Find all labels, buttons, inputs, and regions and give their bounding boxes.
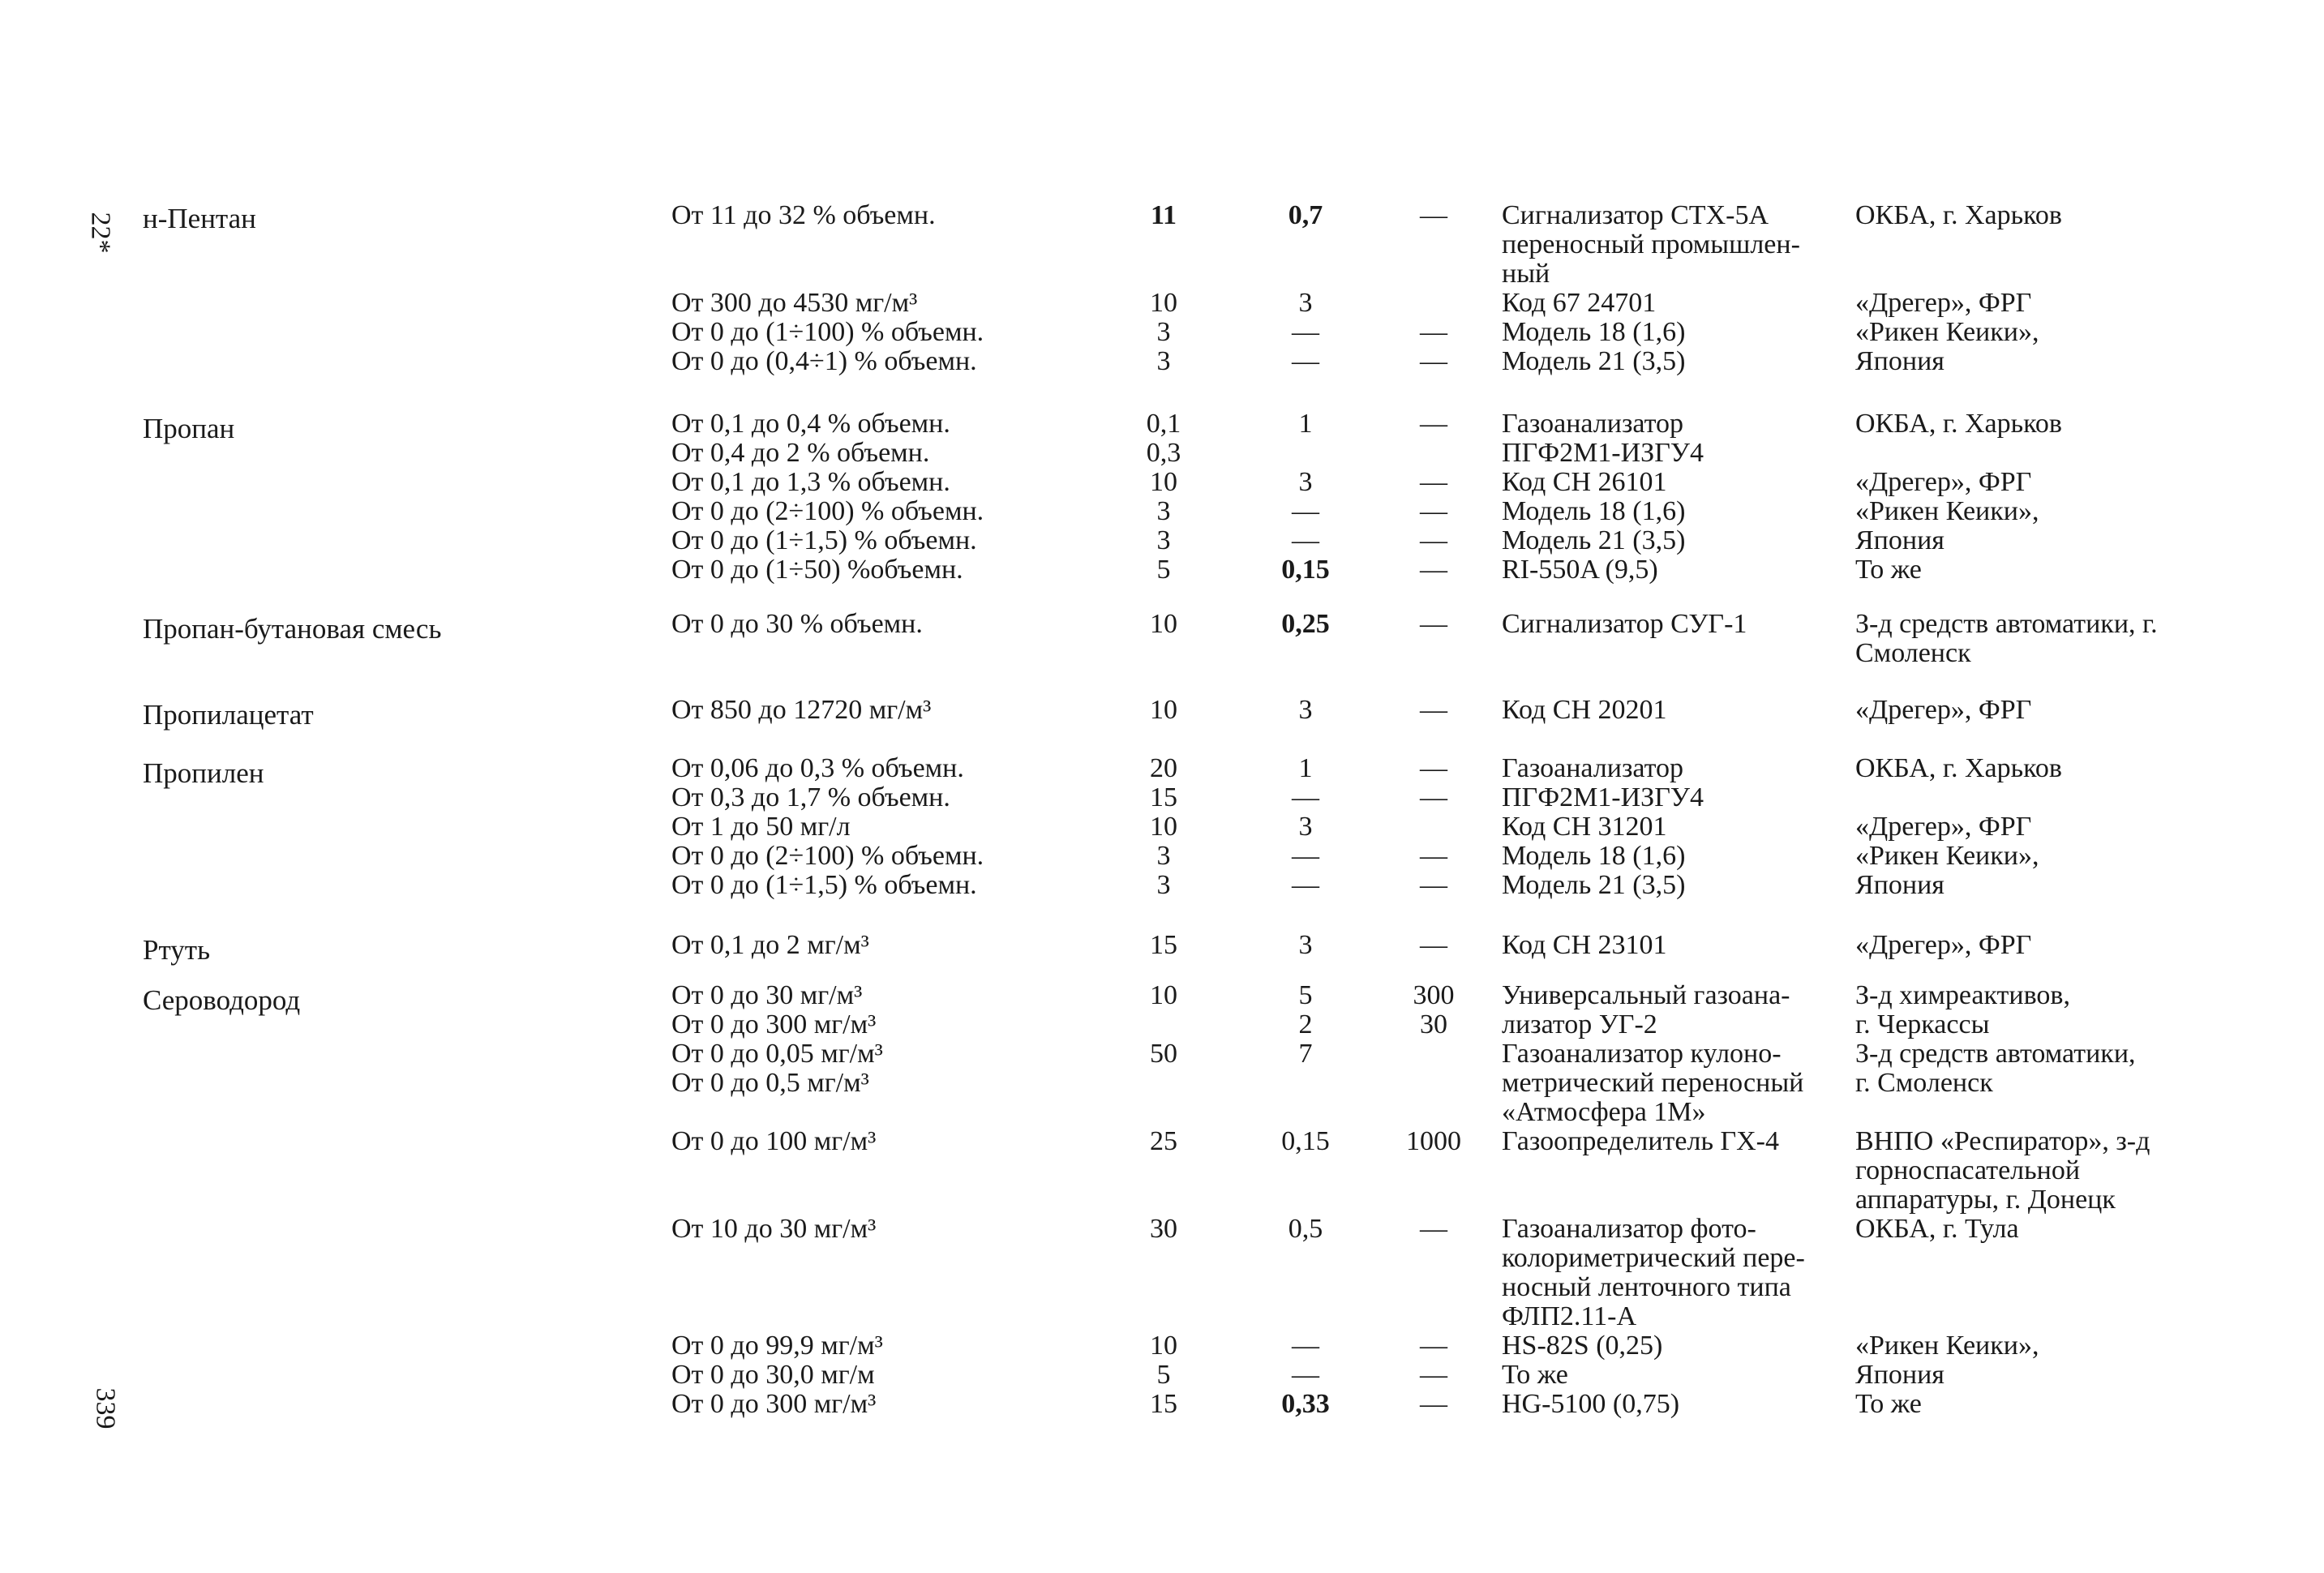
response-time-cell: 0,25 bbox=[1281, 609, 1330, 639]
manufacturer-cell: З-д средств автоматики, bbox=[1855, 1039, 2136, 1069]
response-time-cell: 7 bbox=[1298, 1039, 1313, 1069]
range-cell: От 0 до 300 мг/м³ bbox=[671, 1009, 877, 1039]
operation-time-cell: — bbox=[1420, 782, 1447, 812]
response-time-cell: 0,33 bbox=[1281, 1389, 1330, 1419]
device-cell: Универсальный газоана- bbox=[1502, 980, 1790, 1010]
response-time-cell: — bbox=[1292, 1360, 1319, 1390]
operation-time-cell: — bbox=[1420, 1360, 1447, 1390]
range-cell: От 1 до 50 мг/л bbox=[671, 812, 851, 842]
error-percent-cell: 10 bbox=[1150, 288, 1177, 318]
manufacturer-cell: З-д химреактивов, bbox=[1855, 980, 2070, 1010]
range-cell: От 0 до 30 % объемн. bbox=[671, 609, 923, 639]
device-cell: Газоанализатор bbox=[1502, 409, 1684, 439]
table-row bbox=[0, 696, 2324, 725]
device-cell: RI-550A (9,5) bbox=[1502, 555, 1658, 585]
substance-name: Пропан bbox=[143, 413, 235, 444]
operation-time-cell: — bbox=[1420, 1389, 1447, 1419]
response-time-cell: — bbox=[1292, 496, 1319, 526]
device-cell: HS-82S (0,25) bbox=[1502, 1331, 1663, 1361]
range-cell: От 0,1 до 1,3 % объемн. bbox=[671, 467, 950, 497]
operation-time-cell: — bbox=[1420, 525, 1447, 555]
error-percent-cell: 20 bbox=[1150, 753, 1177, 783]
manufacturer-cell: «Рикен Кеики», bbox=[1855, 1331, 2039, 1361]
manufacturer-cell: «Рикен Кеики», bbox=[1855, 496, 2039, 526]
table-row bbox=[0, 289, 2324, 318]
response-time-cell: — bbox=[1292, 346, 1319, 376]
range-cell: От 0,3 до 1,7 % объемн. bbox=[671, 782, 950, 812]
table-row bbox=[0, 754, 2324, 783]
page-number: 339 bbox=[90, 1387, 121, 1429]
error-percent-cell: 0,3 bbox=[1146, 438, 1181, 468]
error-percent-cell: 25 bbox=[1150, 1126, 1177, 1156]
device-cell: Модель 18 (1,6) bbox=[1502, 841, 1686, 871]
table-row bbox=[0, 783, 2324, 812]
operation-time-cell: — bbox=[1420, 695, 1447, 725]
substance-name: Ртуть bbox=[143, 934, 211, 966]
device-cell: ПГФ2М1-ИЗГУ4 bbox=[1502, 438, 1704, 468]
response-time-cell: 3 bbox=[1298, 695, 1313, 725]
response-time-cell: 5 bbox=[1298, 980, 1313, 1010]
device-cell: Код СН 23101 bbox=[1502, 930, 1667, 960]
manufacturer-cell: Япония bbox=[1855, 1360, 1945, 1390]
table-row bbox=[0, 318, 2324, 347]
operation-time-cell: — bbox=[1420, 555, 1447, 585]
device-cell: HG-5100 (0,75) bbox=[1502, 1389, 1680, 1419]
device-cell: Код СН 20201 bbox=[1502, 695, 1667, 725]
range-cell: От 0 до 300 мг/м³ bbox=[671, 1389, 877, 1419]
range-cell: От 0,1 до 2 мг/м³ bbox=[671, 930, 869, 960]
response-time-cell: 2 bbox=[1298, 1009, 1313, 1039]
response-time-cell: — bbox=[1292, 841, 1319, 871]
operation-time-cell: 1000 bbox=[1406, 1126, 1461, 1156]
operation-time-cell: 300 bbox=[1413, 980, 1455, 1010]
response-time-cell: 3 bbox=[1298, 812, 1313, 842]
device-cell: Газоопределитель ГХ-4 bbox=[1502, 1126, 1779, 1156]
substance-name: Пропилен bbox=[143, 757, 264, 789]
table-row bbox=[0, 1127, 2324, 1215]
range-cell: От 0 до (0,4÷1) % объемн. bbox=[671, 346, 977, 376]
response-time-cell: — bbox=[1292, 525, 1319, 555]
range-cell: От 0 до 30 мг/м³ bbox=[671, 980, 863, 1010]
range-cell: От 0 до 99,9 мг/м³ bbox=[671, 1331, 883, 1361]
manufacturer-cell: ОКБА, г. Харьков bbox=[1855, 409, 2062, 439]
manufacturer-cell: То же bbox=[1855, 555, 1922, 585]
error-percent-cell: 5 bbox=[1156, 1360, 1171, 1390]
range-cell: От 0 до (2÷100) % объемн. bbox=[671, 841, 984, 871]
range-cell: От 0 до (1÷1,5) % объемн. bbox=[671, 870, 977, 900]
table-row bbox=[0, 1069, 2324, 1127]
error-percent-cell: 10 bbox=[1150, 1331, 1177, 1361]
operation-time-cell: — bbox=[1420, 841, 1447, 871]
operation-time-cell: — bbox=[1420, 409, 1447, 439]
table-row bbox=[0, 1331, 2324, 1361]
signature-mark: 22* bbox=[85, 212, 116, 254]
manufacturer-cell: «Дрегер», ФРГ bbox=[1855, 695, 2032, 725]
range-cell: От 10 до 30 мг/м³ bbox=[671, 1214, 877, 1244]
table-row bbox=[0, 1010, 2324, 1039]
substance-name: Сероводород bbox=[143, 984, 301, 1016]
device-cell: Модель 21 (3,5) bbox=[1502, 525, 1686, 555]
range-cell: От 0 до 0,05 мг/м³ bbox=[671, 1039, 883, 1069]
table-row bbox=[0, 201, 2324, 289]
operation-time-cell: — bbox=[1420, 467, 1447, 497]
response-time-cell: 1 bbox=[1298, 753, 1313, 783]
error-percent-cell: 10 bbox=[1150, 695, 1177, 725]
error-percent-cell: 30 bbox=[1150, 1214, 1177, 1244]
device-cell: Газоанализатор кулоно- bbox=[1502, 1039, 1782, 1069]
operation-time-cell: — bbox=[1420, 930, 1447, 960]
range-cell: От 0 до (1÷50) %объемн. bbox=[671, 555, 963, 585]
table-row bbox=[0, 409, 2324, 439]
device-cell: Модель 21 (3,5) bbox=[1502, 346, 1686, 376]
operation-time-cell: — bbox=[1420, 496, 1447, 526]
table-row bbox=[0, 497, 2324, 526]
manufacturer-cell: Япония bbox=[1855, 870, 1945, 900]
response-time-cell: — bbox=[1292, 317, 1319, 347]
range-cell: От 0 до 100 мг/м³ bbox=[671, 1126, 877, 1156]
device-cell: метрический переносный «Атмосфера 1М» bbox=[1502, 1068, 1804, 1127]
device-cell: Модель 21 (3,5) bbox=[1502, 870, 1686, 900]
device-cell: То же bbox=[1502, 1360, 1568, 1390]
error-percent-cell: 10 bbox=[1150, 609, 1177, 639]
table-row bbox=[0, 931, 2324, 960]
device-cell: Код СН 31201 bbox=[1502, 812, 1667, 842]
device-cell: Сигнализатор СТХ-5А переносный промышлен-ный bbox=[1502, 200, 1800, 289]
error-percent-cell: 15 bbox=[1150, 1389, 1177, 1419]
range-cell: От 0 до (1÷1,5) % объемн. bbox=[671, 525, 977, 555]
substance-name: н-Пентан bbox=[143, 203, 256, 234]
operation-time-cell: — bbox=[1420, 609, 1447, 639]
response-time-cell: 0,15 bbox=[1281, 555, 1330, 585]
manufacturer-cell: Япония bbox=[1855, 525, 1945, 555]
operation-time-cell: — bbox=[1420, 317, 1447, 347]
range-cell: От 0,4 до 2 % объемн. bbox=[671, 438, 930, 468]
range-cell: От 0 до 30,0 мг/м bbox=[671, 1360, 875, 1390]
error-percent-cell: 3 bbox=[1156, 525, 1171, 555]
manufacturer-cell: То же bbox=[1855, 1389, 1922, 1419]
response-time-cell: 3 bbox=[1298, 467, 1313, 497]
response-time-cell: 0,5 bbox=[1288, 1214, 1323, 1244]
response-time-cell: 0,15 bbox=[1281, 1126, 1330, 1156]
error-percent-cell: 15 bbox=[1150, 782, 1177, 812]
substance-name: Пропилацетат bbox=[143, 699, 314, 731]
table-row bbox=[0, 1390, 2324, 1419]
table-row bbox=[0, 842, 2324, 871]
device-cell: Модель 18 (1,6) bbox=[1502, 496, 1686, 526]
table-row bbox=[0, 1039, 2324, 1069]
manufacturer-cell: З-д средств автоматики, г. Смоленск bbox=[1855, 609, 2158, 668]
operation-time-cell: — bbox=[1420, 1331, 1447, 1361]
error-percent-cell: 11 bbox=[1150, 200, 1177, 230]
manufacturer-cell: ВНПО «Респиратор», з-д горноспасательной аппаратуры, г. Донецк bbox=[1855, 1126, 2150, 1215]
table-row bbox=[0, 871, 2324, 900]
range-cell: От 0,06 до 0,3 % объемн. bbox=[671, 753, 964, 783]
manufacturer-cell: г. Смоленск bbox=[1855, 1068, 1993, 1098]
error-percent-cell: 50 bbox=[1150, 1039, 1177, 1069]
table-row bbox=[0, 439, 2324, 468]
table-row bbox=[0, 1215, 2324, 1331]
error-percent-cell: 10 bbox=[1150, 812, 1177, 842]
operation-time-cell: — bbox=[1420, 346, 1447, 376]
table-row bbox=[0, 555, 2324, 585]
table-row bbox=[0, 468, 2324, 497]
device-cell: Сигнализатор СУГ-1 bbox=[1502, 609, 1747, 639]
substance-name: Пропан-бутановая смесь bbox=[143, 613, 442, 645]
error-percent-cell: 15 bbox=[1150, 930, 1177, 960]
error-percent-cell: 5 bbox=[1156, 555, 1171, 585]
error-percent-cell: 3 bbox=[1156, 317, 1171, 347]
response-time-cell: 3 bbox=[1298, 288, 1313, 318]
manufacturer-cell: ОКБА, г. Харьков bbox=[1855, 200, 2062, 230]
device-cell: ПГФ2М1-ИЗГУ4 bbox=[1502, 782, 1704, 812]
response-time-cell: 3 bbox=[1298, 930, 1313, 960]
response-time-cell: — bbox=[1292, 782, 1319, 812]
table-row bbox=[0, 1361, 2324, 1390]
error-percent-cell: 0,1 bbox=[1146, 409, 1181, 439]
manufacturer-cell: «Дрегер», ФРГ bbox=[1855, 930, 2032, 960]
range-cell: От 0 до (1÷100) % объемн. bbox=[671, 317, 984, 347]
operation-time-cell: — bbox=[1420, 200, 1447, 230]
device-cell: лизатор УГ-2 bbox=[1502, 1009, 1657, 1039]
table-row bbox=[0, 812, 2324, 842]
range-cell: От 0 до 0,5 мг/м³ bbox=[671, 1068, 869, 1098]
device-cell: Газоанализатор bbox=[1502, 753, 1684, 783]
device-cell: Код 67 24701 bbox=[1502, 288, 1657, 318]
operation-time-cell: — bbox=[1420, 870, 1447, 900]
table-row bbox=[0, 526, 2324, 555]
error-percent-cell: 3 bbox=[1156, 496, 1171, 526]
device-cell: Газоанализатор фото-колориметрический пере-носный ленточного типа ФЛП2.11-А bbox=[1502, 1214, 1805, 1331]
manufacturer-cell: «Дрегер», ФРГ bbox=[1855, 812, 2032, 842]
manufacturer-cell: «Дрегер», ФРГ bbox=[1855, 288, 2032, 318]
operation-time-cell: 30 bbox=[1420, 1009, 1447, 1039]
response-time-cell: — bbox=[1292, 1331, 1319, 1361]
error-percent-cell: 3 bbox=[1156, 841, 1171, 871]
response-time-cell: 1 bbox=[1298, 409, 1313, 439]
manufacturer-cell: «Рикен Кеики», bbox=[1855, 317, 2039, 347]
error-percent-cell: 10 bbox=[1150, 467, 1177, 497]
manufacturer-cell: ОКБА, г. Тула bbox=[1855, 1214, 2019, 1244]
response-time-cell: — bbox=[1292, 870, 1319, 900]
range-cell: От 0 до (2÷100) % объемн. bbox=[671, 496, 984, 526]
error-percent-cell: 10 bbox=[1150, 980, 1177, 1010]
table-row bbox=[0, 347, 2324, 376]
operation-time-cell: — bbox=[1420, 753, 1447, 783]
range-cell: От 0,1 до 0,4 % объемн. bbox=[671, 409, 950, 439]
range-cell: От 850 до 12720 мг/м³ bbox=[671, 695, 932, 725]
error-percent-cell: 3 bbox=[1156, 870, 1171, 900]
operation-time-cell: — bbox=[1420, 1214, 1447, 1244]
device-cell: Код СН 26101 bbox=[1502, 467, 1667, 497]
table-row bbox=[0, 981, 2324, 1010]
device-cell: Модель 18 (1,6) bbox=[1502, 317, 1686, 347]
table-row bbox=[0, 610, 2324, 668]
manufacturer-cell: Япония bbox=[1855, 346, 1945, 376]
manufacturer-cell: «Рикен Кеики», bbox=[1855, 841, 2039, 871]
manufacturer-cell: г. Черкассы bbox=[1855, 1009, 1990, 1039]
manufacturer-cell: «Дрегер», ФРГ bbox=[1855, 467, 2032, 497]
manufacturer-cell: ОКБА, г. Харьков bbox=[1855, 753, 2062, 783]
error-percent-cell: 3 bbox=[1156, 346, 1171, 376]
range-cell: От 11 до 32 % объемн. bbox=[671, 200, 936, 230]
range-cell: От 300 до 4530 мг/м³ bbox=[671, 288, 918, 318]
response-time-cell: 0,7 bbox=[1288, 200, 1323, 230]
